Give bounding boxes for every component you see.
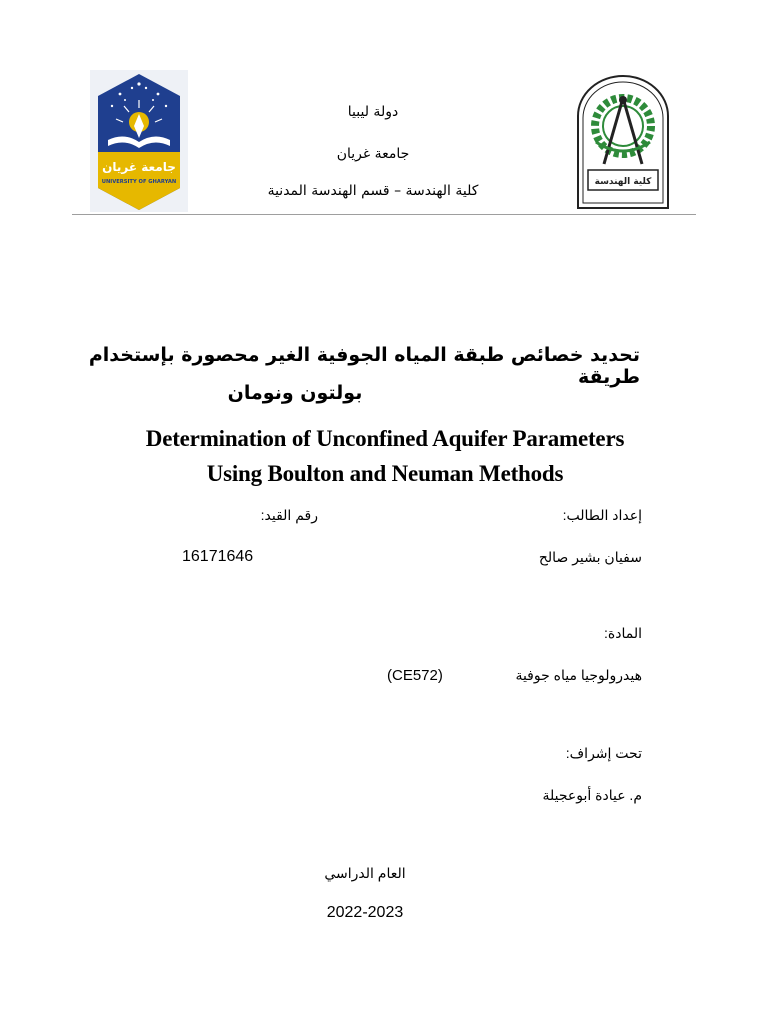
title-arabic-line-1: تحديد خصائص طبقة المياه الجوفية الغير محصورة بإستخدام طريقة [88,344,640,388]
course-label: المادة: [604,625,642,641]
prepared-by-label: إعداد الطالب: [562,507,642,523]
country-name: دولة ليبيا [347,104,399,120]
title-english-line-2: Using Boulton and Neuman Methods [206,461,564,486]
registration-number: 16171646 [182,548,254,565]
university-logo-text-ar: جامعة غريان [102,160,176,174]
supervisor-name: م. عيادة أبوعجيلة [542,787,642,803]
student-name: سفيان بشير صالح [538,549,642,565]
course-code: (CE572) [387,667,443,684]
registration-label: رقم القيد: [260,507,318,523]
university-logo [90,70,188,212]
supervision-label: تحت إشراف: [565,745,642,761]
header-divider [72,214,696,215]
title-arabic-line-2: بولتون ونومان [227,382,363,404]
academic-year-label: العام الدراسي [324,865,406,881]
faculty-logo [574,72,672,212]
university-logo-text-en: UNIVERSITY OF GHARYAN [101,179,177,185]
faculty-department: كلية الهندسة – قسم الهندسة المدنية [267,183,479,199]
university-name: جامعة غريان [336,146,410,162]
title-english-line-1: Determination of Unconfined Aquifer Parameters [145,426,625,451]
academic-year-value: 2022-2023 [326,904,404,921]
course-name: هيدرولوجيا مياه جوفية [515,667,642,683]
faculty-logo-text: كلية الهندسة [594,177,652,187]
